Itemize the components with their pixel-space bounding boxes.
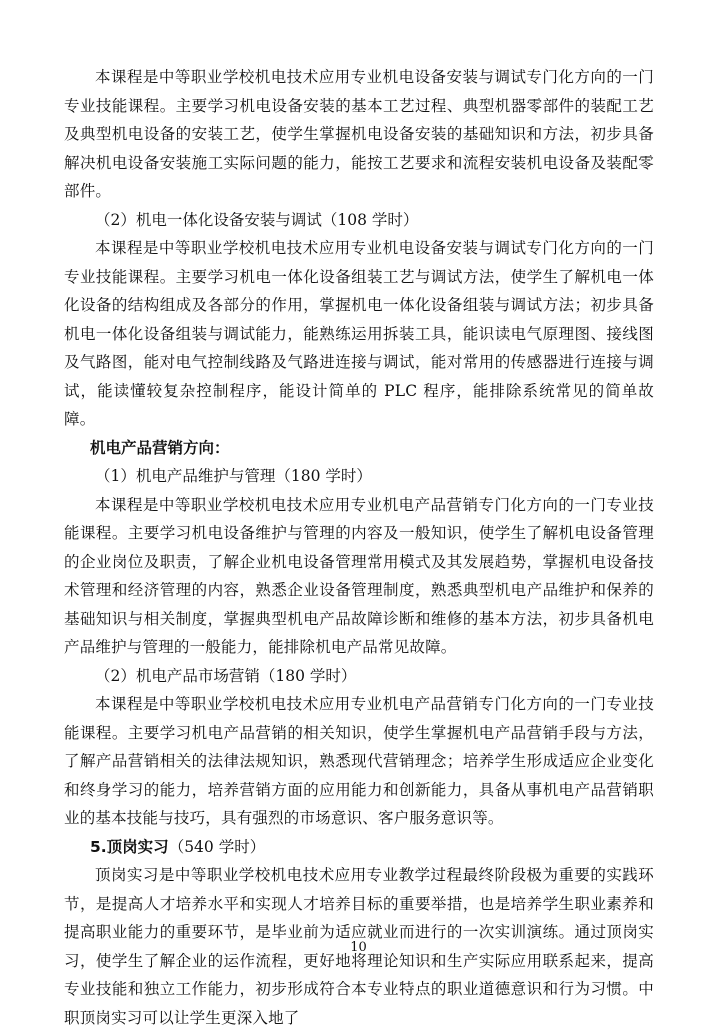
internship-heading <box>64 833 654 862</box>
course-heading: （2）机电一体化设备安装与调试（108 学时） <box>95 210 419 229</box>
section-title: 机电产品营销方向： <box>90 438 230 457</box>
page-body <box>64 63 654 1032</box>
course-description-paragraph: 本课程是中等职业学校机电技术应用专业机电产品营销专门化方向的一门专业技能课程。主要学习机电产品营销的相关知识，使学生掌握机电产品营销手段与方法，了解产品营销相关的法律法规知识，熟悉现代营销理念；培养学生形成适应企业变化和终身学习的能力，培养营销方面的应用能力和创新能力，具备从事机电产品营销职业的基本技能与技巧，具有强烈的市场意识、客户服务意识等。 <box>64 695 654 827</box>
course-heading: （1）机电产品维护与管理（180 学时） <box>95 467 372 485</box>
course-description-paragraph: 本课程是中等职业学校机电技术应用专业机电产品营销专门化方向的一门专业技能课程。主要学习机电设备维护与管理的内容及一般知识，使学生了解机电设备管理的企业岗位及职责，了解企业机电设备管理常用模式及其发展趋势，掌握机电设备技术管理和经济管理的内容，熟悉企业设备管理制度，熟悉典型机电产品维护和保养的基础知识与相关制度，掌握典型机电产品故障诊断和维修的基本方法，初步具备机电产品维护与管理的一般能力，能排除机电产品常见故障。 <box>64 495 654 656</box>
page-number: 10 <box>350 940 367 955</box>
internship-heading-hours: （540 学时） <box>168 837 266 856</box>
course-heading: （2）机电产品市场营销（180 学时） <box>95 666 357 685</box>
course-description-paragraph: 本课程是中等职业学校机电技术应用专业机电设备安装与调试专门化方向的一门专业技能课程。主要学习机电一体化设备组装工艺与调试方法，使学生了解机电一体化设备的结构组成及各部分的作用，掌握机电一体化设备组装与调试方法；初步具备机电一体化设备组装与调试能力，能熟练运用拆装工具，能识读电气原理图、接线图及气路图，能对电气控制线路及气路进连接与调试，能对常用的传感器进行连接与调试，能读懂较复杂控制程序，能设计简单的 PLC 程序，能排除系统常见的简单故障。 <box>64 239 654 428</box>
course-description-paragraph: 本课程是中等职业学校机电技术应用专业机电设备安装与调试专门化方向的一门专业技能课程。主要学习机电设备安装的基本工艺过程、典型机器零部件的装配工艺及典型机电设备的安装工艺，使学生掌握机电设备安装的基础知识和方法，初步具备解决机电设备安装施工实际问题的能力，能按工艺要求和流程安装机电设备及装配零部件。 <box>64 68 654 200</box>
internship-paragraph: 顶岗实习是中等职业学校机电技术应用专业教学过程最终阶段极为重要的实践环节，是提高人才培养水平和实现人才培养目标的重要举措，也是培养学生职业素养和提高职业能力的重要环节，是毕业前为适应就业而进行的一次实训演练。通过顶岗实习，使学生了解企业的运作流程，更好地将理论知识和生产实际应用联系起来，提高专业技能和独立工作能力，初步形成符合本专业特点的职业道德意识和行为习惯。中职顶岗实习可以让学生更深入地了 <box>64 866 654 1027</box>
internship-heading-title: 5.顶岗实习 <box>90 837 169 856</box>
